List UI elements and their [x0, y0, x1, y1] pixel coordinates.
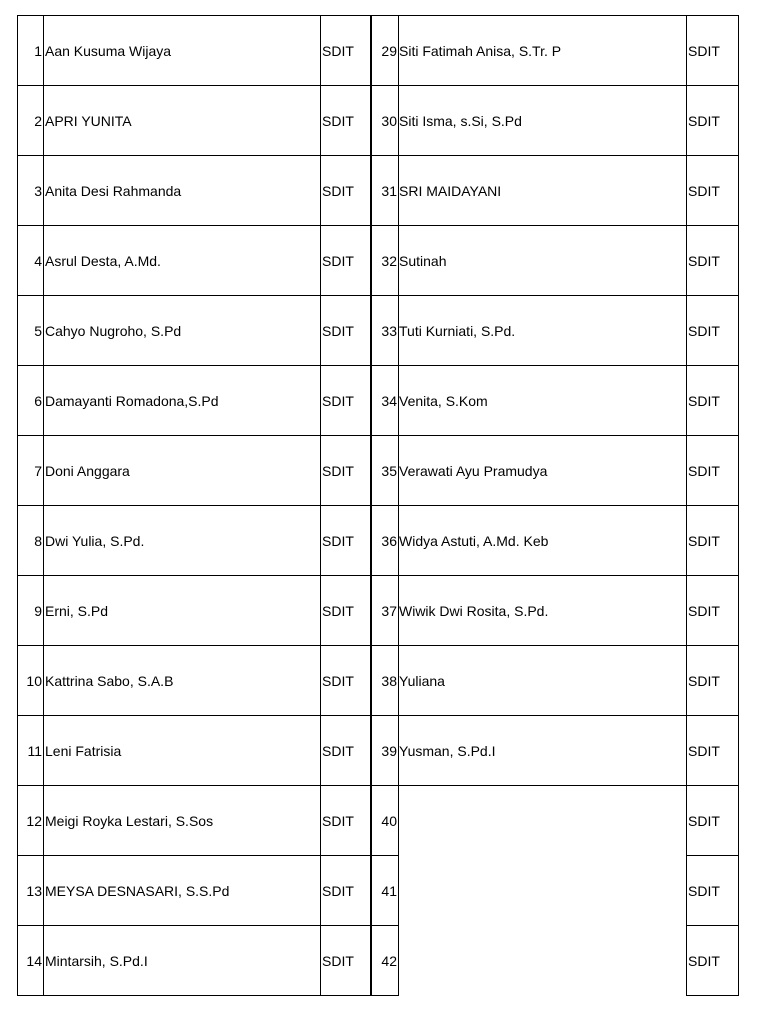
unit-code: SDIT	[686, 15, 739, 86]
unit-code: SDIT	[320, 645, 371, 716]
row-number: 35	[371, 435, 399, 506]
unit-code: SDIT	[320, 225, 371, 296]
row-number: 29	[371, 15, 399, 86]
person-name: Damayanti Romadona,S.Pd	[43, 365, 321, 436]
person-name: Erni, S.Pd	[43, 575, 321, 646]
unit-code: SDIT	[320, 155, 371, 226]
person-name: Mintarsih, S.Pd.I	[43, 925, 321, 996]
person-name: APRI YUNITA	[43, 85, 321, 156]
person-name: Venita, S.Kom	[398, 365, 686, 436]
unit-code: SDIT	[686, 505, 739, 576]
row-number: 6	[17, 365, 44, 436]
row-number: 33	[371, 295, 399, 366]
person-name: Yuliana	[398, 645, 686, 716]
row-number: 4	[17, 225, 44, 296]
unit-code: SDIT	[686, 575, 739, 646]
unit-code: SDIT	[320, 715, 371, 786]
unit-code: SDIT	[320, 855, 371, 926]
person-name: Yusman, S.Pd.I	[398, 715, 686, 786]
unit-code: SDIT	[686, 715, 739, 786]
person-name: Verawati Ayu Pramudya	[398, 435, 686, 506]
unit-code: SDIT	[320, 505, 371, 576]
row-number: 42	[371, 925, 399, 996]
unit-code: SDIT	[686, 925, 739, 996]
row-number: 36	[371, 505, 399, 576]
person-name	[398, 785, 686, 856]
row-number: 34	[371, 365, 399, 436]
person-name: Doni Anggara	[43, 435, 321, 506]
unit-code: SDIT	[320, 575, 371, 646]
unit-code: SDIT	[686, 785, 739, 856]
person-name: MEYSA DESNASARI, S.S.Pd	[43, 855, 321, 926]
person-name: Kattrina Sabo, S.A.B	[43, 645, 321, 716]
row-number: 38	[371, 645, 399, 716]
row-number: 14	[17, 925, 44, 996]
person-name: Asrul Desta, A.Md.	[43, 225, 321, 296]
unit-code: SDIT	[320, 925, 371, 996]
unit-code: SDIT	[320, 785, 371, 856]
unit-code: SDIT	[320, 15, 371, 86]
person-name: Tuti Kurniati, S.Pd.	[398, 295, 686, 366]
unit-code: SDIT	[686, 225, 739, 296]
person-name: Leni Fatrisia	[43, 715, 321, 786]
unit-code: SDIT	[320, 435, 371, 506]
row-number: 1	[17, 15, 44, 86]
unit-code: SDIT	[686, 85, 739, 156]
person-name: Meigi Royka Lestari, S.Sos	[43, 785, 321, 856]
row-number: 10	[17, 645, 44, 716]
unit-code: SDIT	[320, 295, 371, 366]
row-number: 32	[371, 225, 399, 296]
unit-code: SDIT	[320, 85, 371, 156]
row-number: 7	[17, 435, 44, 506]
row-number: 39	[371, 715, 399, 786]
person-name: Wiwik Dwi Rosita, S.Pd.	[398, 575, 686, 646]
unit-code: SDIT	[686, 645, 739, 716]
row-number: 30	[371, 85, 399, 156]
person-name: Siti Isma, s.Si, S.Pd	[398, 85, 686, 156]
person-name: SRI MAIDAYANI	[398, 155, 686, 226]
row-number: 40	[371, 785, 399, 856]
row-number: 31	[371, 155, 399, 226]
unit-code: SDIT	[686, 155, 739, 226]
unit-code: SDIT	[320, 365, 371, 436]
person-name: Aan Kusuma Wijaya	[43, 15, 321, 86]
person-name	[398, 925, 686, 996]
unit-code: SDIT	[686, 435, 739, 506]
row-number: 5	[17, 295, 44, 366]
row-number: 8	[17, 505, 44, 576]
row-number: 13	[17, 855, 44, 926]
person-name: Anita Desi Rahmanda	[43, 155, 321, 226]
row-number: 37	[371, 575, 399, 646]
row-number: 3	[17, 155, 44, 226]
unit-code: SDIT	[686, 295, 739, 366]
person-name: Dwi Yulia, S.Pd.	[43, 505, 321, 576]
unit-code: SDIT	[686, 855, 739, 926]
attendance-table	[17, 15, 739, 995]
person-name	[398, 855, 686, 926]
row-number: 9	[17, 575, 44, 646]
row-number: 41	[371, 855, 399, 926]
row-number: 12	[17, 785, 44, 856]
person-name: Widya Astuti, A.Md. Keb	[398, 505, 686, 576]
row-number: 2	[17, 85, 44, 156]
person-name: Sutinah	[398, 225, 686, 296]
row-number: 11	[17, 715, 44, 786]
person-name: Cahyo Nugroho, S.Pd	[43, 295, 321, 366]
unit-code: SDIT	[686, 365, 739, 436]
person-name: Siti Fatimah Anisa, S.Tr. P	[398, 15, 686, 86]
